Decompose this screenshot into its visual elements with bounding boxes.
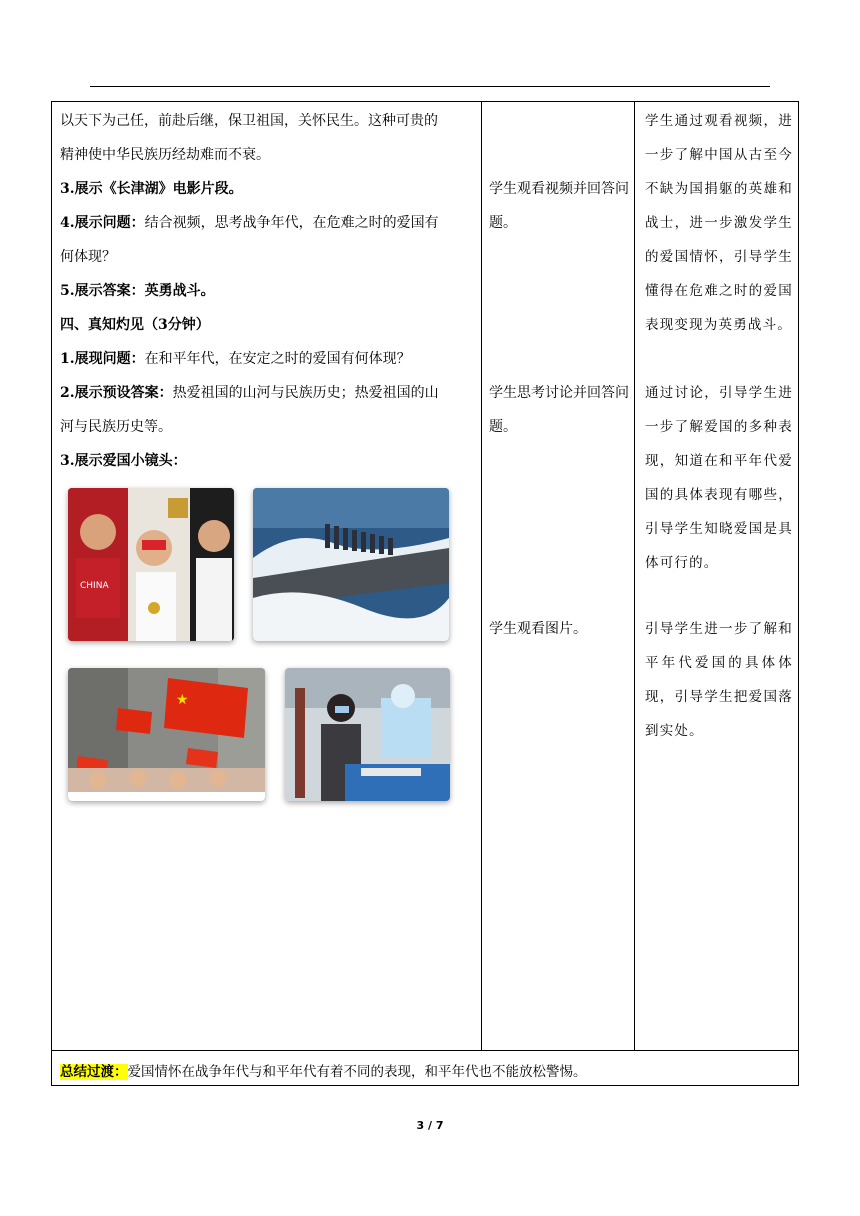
section-step-2-text: 热爱祖国的山河与民族历史；热爱祖国的山: [172, 385, 439, 401]
teacher-text-line-2: 精神使中华民族历经劫难而不衰。: [60, 147, 270, 163]
step-5-label: 5.展示答案：: [60, 283, 145, 299]
design-intent-1: 学生通过观看视频，进一步了解中国从古至今不缺为国捐躯的英雄和战士，进一步激发学生的爱国情怀，引导学生懂得在危难之时的爱国表现变现为英勇战斗。: [645, 113, 793, 333]
section-step-2-continued: 河与民族历史等。: [60, 419, 172, 435]
column-divider-1: [481, 102, 482, 1050]
section-4-heading: 四、真知灼见（3分钟）: [60, 317, 210, 333]
step-4-question: [60, 206, 439, 240]
column-divider-2: [634, 102, 635, 1050]
summary-transition: [60, 1062, 587, 1082]
step-5-text: 英勇战斗。: [144, 283, 215, 299]
step-4-label: 4.展示问题：: [60, 215, 145, 231]
summary-divider: [52, 1050, 798, 1051]
section-step-3: 3.展示爱国小镜头：: [60, 453, 187, 469]
vaccination-photo: [285, 668, 450, 801]
svg-text:★: ★: [176, 692, 189, 708]
flag-waving-students-photo: [68, 668, 265, 801]
step-4-text-continued: 何体现？: [60, 249, 116, 265]
student-activity-3: 学生观看图片。: [489, 621, 587, 637]
border-guards-photo: [253, 488, 449, 641]
section-step-1-text: 在和平年代，在安定之时的爱国有何体现？: [144, 351, 411, 367]
step-3-show-film: 3.展示《长津湖》电影片段。: [60, 181, 243, 197]
section-step-2-label: 2.展示预设答案：: [60, 385, 173, 401]
section-step-2: [60, 376, 439, 410]
athletes-photo: [68, 488, 234, 641]
step-4-text: 结合视频，思考战争年代，在危难之时的爱国有: [144, 215, 439, 231]
section-step-1-label: 1.展现问题：: [60, 351, 145, 367]
design-intent-2: 通过讨论，引导学生进一步了解爱国的多种表现，知道在和平年代爱国的具体表现有哪些，引导学生知晓爱国是具体可行的。: [645, 385, 793, 571]
summary-label: 总结过渡：: [60, 1064, 128, 1080]
page-number: 3 / 7: [416, 1119, 444, 1132]
student-activity-2: 学生思考讨论并回答问题。: [489, 385, 629, 435]
svg-text:CHINA: CHINA: [80, 581, 109, 591]
section-step-1: [60, 342, 411, 376]
teacher-text-line-1: 以天下为己任，前赴后继，保卫祖国，关怀民生。这种可贵的: [60, 113, 438, 129]
step-5-answer: [60, 274, 215, 308]
lesson-table: [51, 101, 799, 1086]
header-rule: [90, 86, 770, 87]
student-activity-1: 学生观看视频并回答问题。: [489, 181, 629, 231]
summary-text: 爱国情怀在战争年代与和平年代有着不同的表现，和平年代也不能放松警惕。: [127, 1064, 587, 1080]
design-intent-3: 引导学生进一步了解和平年代爱国的具体体现，引导学生把爱国落到实处。: [645, 621, 793, 739]
